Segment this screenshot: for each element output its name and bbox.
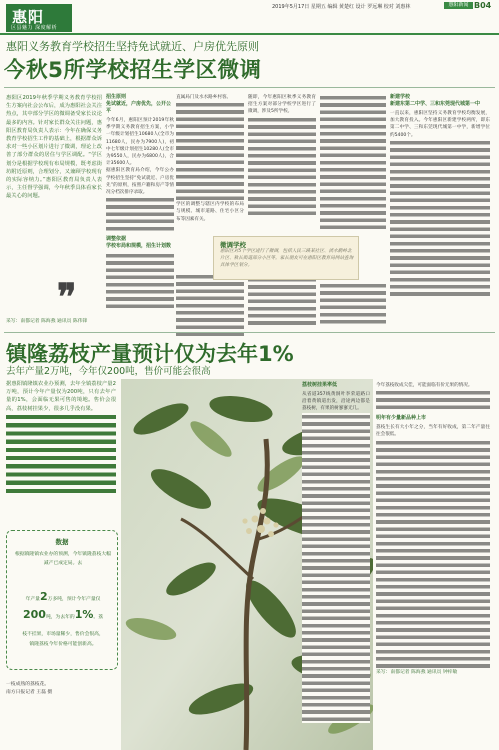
story2-lead-column bbox=[6, 380, 116, 495]
data-box-line: 根据镇隆镇农业办的预测，今年镇隆荔枝大幅减产已成定局。去 bbox=[15, 552, 111, 566]
data-box-text: 年产量 bbox=[25, 597, 40, 602]
story2-subtitle: 去年产量2万吨，今年仅200吨，售价可能会很高 bbox=[6, 366, 211, 377]
wechat-note-box bbox=[213, 236, 359, 280]
story1-col2-para2: 据惠阳区教育局介绍，今年公办学校招生坚持“免试就近、户房优先”的原则，按照户籍和房产等情况分档次排序录取。 bbox=[106, 168, 174, 196]
story2-col2-para1: 从省道357线黄洞叶李荣道路口沿着黄镇道出发，沿途两边都是荔枝树，有果的树寥寥无几。 bbox=[302, 392, 370, 412]
masthead-name: 惠阳 bbox=[12, 8, 45, 26]
story2-title: 镇隆荔枝产量预计仅为去年1% bbox=[6, 342, 294, 366]
masthead-subtitle: 区县魅力 深度解析 bbox=[11, 25, 58, 31]
data-box-text: 万多吨，预计今年产量仅 bbox=[47, 597, 101, 602]
text-filler bbox=[248, 116, 316, 216]
section-head-new-variety: 明年有少量新品种上市 bbox=[376, 415, 427, 422]
story2-col3-para2: 荔枝生长有大小年之分，当年有好收成，第二年产量往往会很低。 bbox=[376, 425, 490, 438]
story2-lead: 据惠阳镇隆镇农业办预测，去年全镇荔枝产量2万吨，预计今年产量仅为200吨，只有去年产量的1%，会面临无果可售的境地。售价会很高，荔枝树挂果少，很多几乎没有果。 bbox=[6, 381, 116, 412]
data-box-figure: 1% bbox=[74, 608, 94, 621]
wechat-note-title: 微调学校 bbox=[220, 241, 246, 249]
data-box-line bbox=[14, 608, 112, 623]
section-head-basis: 调整依据 学校布局和规模，招生计划数 bbox=[106, 236, 172, 250]
story2-column-2 bbox=[302, 382, 370, 723]
story1-lead: 惠阳区2019年秋季学期义务教育学校招生方案向社会公布后，成为惠阳社会关注热点，其中部分学区的微调备受家长议论最多的内容。针对家长群众关注问题，惠阳区教育局负责人表示：今年在确保义务教育学校招生工作的基础上，根据群众诉求对一些小区划片进行了微调，理论上改善了部分群众的居住与学区调配。“学区划分是根据学校现有布局规模，既考虑街坊附近原则，合理划分，又兼顾学校现有的实际容纳力。”惠阳区教育局负责人表示，主任督学强调，今年秋季具体看家长最关心的问题。 bbox=[6, 95, 102, 200]
data-box-figure: 200 bbox=[22, 608, 46, 621]
story1-col2-para1: 今年6月，惠阳区预计2019年秋季学期义务教育招生方案，小学一年级计划招生10680人(全市为11680人，民办为7900人)，初中七年级计划招生10280人(全市为9550人，民办为6800人)，合计35600人。 bbox=[106, 118, 174, 167]
text-filler bbox=[320, 94, 386, 232]
wechat-note-text: 惠阳区对5个学区进行了微调，包括人民三路某社区、淡水鹅岭北片区、秋长街道部分小区等。家长朋友可在惠阳区教育局网站查询具体学区划分。 bbox=[220, 249, 354, 268]
data-box-line bbox=[14, 590, 112, 605]
data-box-line: 枝不挂果，市场量稀少，售价会很高， bbox=[22, 632, 104, 637]
story1-byline-block bbox=[6, 318, 102, 325]
text-filler bbox=[320, 282, 386, 324]
story1-col3-para1: 直属局门及水水路乡村客。 bbox=[176, 95, 232, 100]
divider bbox=[4, 332, 495, 333]
story1-column-2 bbox=[106, 94, 174, 308]
data-box-title: 数据 bbox=[55, 538, 69, 546]
story1-col5-para1: 一直以来，惠阳区坚持义务教育学校均衡发展，加大教育投入。今年惠阳区新建学校两所，即东第二中学、三和东莞现代城第一中学，新增学位约5400个。 bbox=[390, 111, 490, 138]
text-filler bbox=[248, 276, 316, 326]
text-filler bbox=[302, 413, 370, 723]
story1-byline: 采写：南都记者 陈海燕 通讯员 陈伟锋 bbox=[6, 319, 88, 324]
story2-byline: 采写：南都记者 陈海燕 通讯员 钟梓敏 bbox=[376, 669, 458, 675]
page-tag: 惠阳新闻 bbox=[444, 2, 473, 9]
divider bbox=[4, 87, 495, 88]
section-head-new-schools: 新建学校 新建东第二中学、三和东莞现代城第一中 bbox=[390, 94, 481, 107]
section-head-low-yield: 荔枝树挂果率低 bbox=[302, 382, 338, 388]
story1-title: 今秋5所学校招生学区微调 bbox=[4, 58, 262, 83]
data-box bbox=[6, 530, 118, 670]
page-info: 2019年5月17日 星期五 编辑 黄楚红 设计 罗远琳 校对 刘惠林 bbox=[272, 4, 411, 10]
story1-column-5 bbox=[390, 94, 490, 299]
page-number: B04 bbox=[474, 1, 492, 10]
story1-col3-para2: 学区的调整与辖区内学校的布局与规模、城市道路、住宅小区分布等因素有关。 bbox=[176, 202, 244, 222]
text-filler bbox=[106, 196, 174, 232]
text-filler bbox=[376, 439, 490, 669]
text-filler bbox=[106, 252, 174, 308]
data-box-line: 镇隆荔枝今年价格可能创新高。 bbox=[29, 642, 97, 647]
text-filler bbox=[6, 413, 116, 495]
text-filler bbox=[176, 101, 244, 201]
story2-col3-para1: 今年荔枝收成欠佳，可能面临有价无果的情况。 bbox=[376, 383, 473, 388]
quote-mark-icon: ❞ bbox=[57, 276, 77, 318]
masthead bbox=[6, 4, 72, 32]
text-filler bbox=[376, 389, 490, 409]
story1-lead-column bbox=[6, 94, 102, 201]
data-box-text: 。荔 bbox=[93, 615, 104, 620]
text-filler bbox=[176, 273, 244, 339]
story2-column-3 bbox=[376, 382, 490, 676]
text-filler bbox=[390, 139, 490, 299]
story1-subtitle: 惠阳义务教育学校招生坚持免试就近、户房优先原则 bbox=[6, 40, 259, 53]
story1-column-4b bbox=[320, 94, 386, 324]
data-box-figure: 2 bbox=[39, 590, 48, 603]
section-head-principles: 招生原则 免试就近，户房优先，公开公平 bbox=[106, 94, 172, 114]
header-rule bbox=[0, 33, 499, 35]
photo-caption: 一枝成熟的荔枝花。 南方日报记者 王磊 摄 bbox=[6, 682, 53, 695]
story1-column-4 bbox=[248, 94, 316, 326]
story1-col4-para1: 随即，今年惠阳区秋季义务教育招生方案对部分学校学区进行了微调，涉及5所学校。 bbox=[248, 95, 316, 115]
data-box-text: 吨，为去年的 bbox=[45, 615, 75, 620]
story1-column-3 bbox=[176, 94, 244, 339]
